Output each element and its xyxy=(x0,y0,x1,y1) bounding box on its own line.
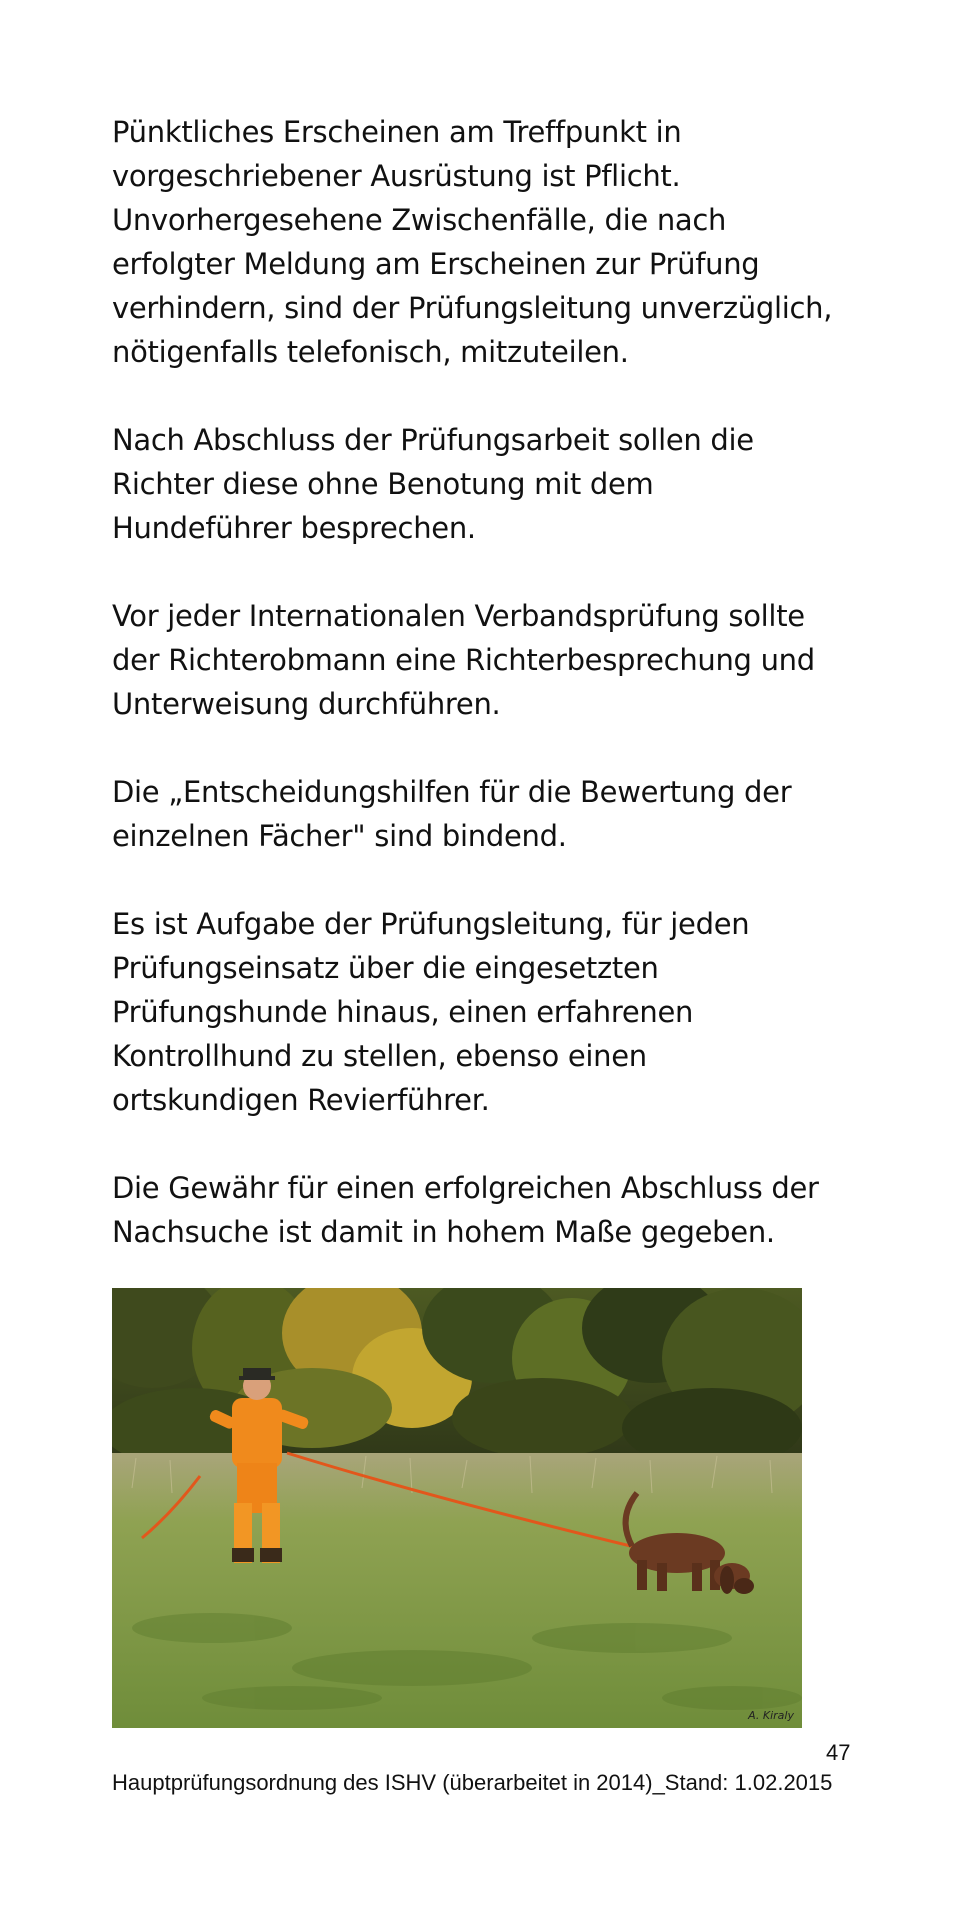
paragraph-control-dog xyxy=(112,902,872,1122)
text-line: Prüfungshunde hinaus, einen erfahrenen xyxy=(112,995,694,1029)
paragraph-judges-briefing xyxy=(112,594,872,726)
page-number: 47 xyxy=(826,1740,851,1765)
text-line: Die „Entscheidungshilfen für die Bewertung der xyxy=(112,775,792,809)
text-line: einzelnen Fächer" sind bindend. xyxy=(112,819,567,853)
text-line: Nachsuche ist damit in hohem Maße gegeben. xyxy=(112,1215,775,1249)
text-line: Nach Abschluss der Prüfungsarbeit sollen die xyxy=(112,423,754,457)
text-line: Es ist Aufgabe der Prüfungsleitung, für jeden xyxy=(112,907,750,941)
document-footer: Hauptprüfungsordnung des ISHV (überarbeitet in 2014)_Stand: 1.02.2015 xyxy=(112,1770,833,1795)
paragraph-arrival xyxy=(112,110,872,374)
photo-credit: A. Kiraly xyxy=(748,1709,794,1722)
text-line: Die Gewähr für einen erfolgreichen Abschluss der xyxy=(112,1171,819,1205)
photo-illustration xyxy=(112,1288,802,1728)
text-line: vorgeschriebener Ausrüstung ist Pflicht. xyxy=(112,159,681,193)
text-line: erfolgter Meldung am Erscheinen zur Prüfung xyxy=(112,247,760,281)
paragraph-guarantee xyxy=(112,1166,872,1254)
text-line: ortskundigen Revierführer. xyxy=(112,1083,490,1117)
paragraph-discussion xyxy=(112,418,872,550)
text-line: Prüfungseinsatz über die eingesetzten xyxy=(112,951,659,985)
text-line: Pünktliches Erscheinen am Treffpunkt in xyxy=(112,115,682,149)
body-text xyxy=(112,110,872,1298)
text-line: Unvorhergesehene Zwischenfälle, die nach xyxy=(112,203,727,237)
paragraph-decision-aids xyxy=(112,770,872,858)
text-line: Kontrollhund zu stellen, ebenso einen xyxy=(112,1039,647,1073)
text-line: Richter diese ohne Benotung mit dem xyxy=(112,467,654,501)
text-line: Vor jeder Internationalen Verbandsprüfung sollte xyxy=(112,599,805,633)
text-line: nötigenfalls telefonisch, mitzuteilen. xyxy=(112,335,629,369)
text-line: Hundeführer besprechen. xyxy=(112,511,476,545)
text-line: der Richterobmann eine Richterbesprechung und xyxy=(112,643,815,677)
text-line: Unterweisung durchführen. xyxy=(112,687,501,721)
text-line: verhindern, sind der Prüfungsleitung unverzüglich, xyxy=(112,291,833,325)
photo-handler-with-tracking-dog xyxy=(112,1288,802,1728)
